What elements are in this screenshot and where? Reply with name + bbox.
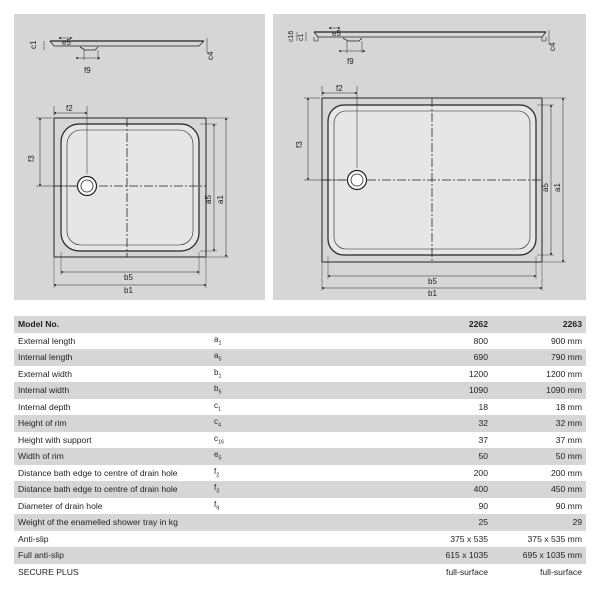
label-b5-right: b5 (428, 277, 437, 286)
row-symbol (210, 514, 296, 531)
row-symbol (210, 366, 296, 383)
row-symbol (210, 333, 296, 350)
row-value-model-2: 695 x 1035 mm (496, 547, 586, 564)
row-label: Distance bath edge to centre of drain hole (14, 481, 210, 498)
drawing-right-panel (273, 14, 586, 300)
row-symbol (210, 448, 296, 465)
row-value-model-2: 18 mm (496, 399, 586, 416)
table-row (14, 514, 586, 531)
row-value-model-2: 37 mm (496, 432, 586, 449)
row-symbol-subscript: 1 (218, 340, 222, 347)
row-value-model-2: 450 mm (496, 481, 586, 498)
row-symbol-subscript: 5 (218, 390, 222, 397)
spec-table (14, 316, 586, 580)
row-symbol-letter: f (214, 483, 217, 493)
row-symbol-letter: e (214, 450, 219, 460)
row-symbol-subscript: 3 (216, 489, 220, 496)
row-value-model-1: 25 (296, 514, 496, 531)
spec-table-body (14, 316, 586, 580)
row-symbol-letter: f (214, 499, 217, 509)
row-symbol-subscript: 1 (218, 373, 222, 380)
technical-drawings (14, 14, 586, 300)
row-label: Anti-slip (14, 531, 210, 548)
table-row (14, 333, 586, 350)
row-symbol-subscript: 5 (218, 456, 222, 463)
label-b1-left: b1 (124, 286, 133, 295)
row-symbol-letter: b (214, 367, 219, 377)
row-label: Internal length (14, 349, 210, 366)
row-value-model-1: 400 (296, 481, 496, 498)
row-symbol (210, 349, 296, 366)
label-f3-left: f3 (27, 155, 36, 162)
row-value-model-2: 790 mm (496, 349, 586, 366)
table-row (14, 415, 586, 432)
row-label: Diameter of drain hole (14, 498, 210, 515)
row-symbol-subscript: 2 (216, 472, 220, 479)
row-symbol (210, 547, 296, 564)
row-value-model-2: 50 mm (496, 448, 586, 465)
label-c4-right: c4 (548, 42, 557, 51)
row-value-model-1: 615 x 1035 (296, 547, 496, 564)
table-row (14, 448, 586, 465)
row-value-model-1: 690 (296, 349, 496, 366)
row-label: Distance bath edge to centre of drain hole (14, 465, 210, 482)
table-header-row (14, 316, 586, 333)
label-a5-right: a5 (541, 183, 550, 192)
table-row (14, 564, 586, 581)
table-row (14, 465, 586, 482)
header-model-1: 2262 (296, 316, 496, 333)
row-value-model-2: 1090 mm (496, 382, 586, 399)
label-c16-right: c16 (288, 30, 295, 42)
label-f2-right: f2 (336, 84, 343, 93)
header-model-2: 2263 (496, 316, 586, 333)
row-label: SECURE PLUS (14, 564, 210, 581)
row-symbol-subscript: 16 (218, 439, 225, 446)
label-c4-left: c4 (206, 51, 215, 60)
label-f2-left: f2 (66, 104, 73, 113)
label-a1-left: a1 (216, 195, 225, 204)
table-row (14, 481, 586, 498)
label-e5-right: e5 (332, 29, 341, 38)
row-symbol-letter: a (214, 351, 219, 361)
row-label: Full anti-slip (14, 547, 210, 564)
row-symbol-subscript: 9 (216, 505, 220, 512)
row-value-model-1: 90 (296, 498, 496, 515)
header-label: Model No. (14, 316, 210, 333)
label-b5-left: b5 (124, 273, 133, 282)
label-c1-left: c1 (29, 40, 38, 49)
row-symbol (210, 382, 296, 399)
row-symbol-letter: c (214, 417, 218, 427)
table-row (14, 531, 586, 548)
drawing-left-panel (14, 14, 265, 300)
row-value-model-1: 50 (296, 448, 496, 465)
row-label: Weight of the enamelled shower tray in kg (14, 514, 210, 531)
row-label: Width of rim (14, 448, 210, 465)
row-symbol-letter: b (214, 384, 219, 394)
row-value-model-1: 375 x 535 (296, 531, 496, 548)
row-symbol-letter: f (214, 466, 217, 476)
label-e5-left: e5 (62, 38, 71, 47)
row-value-model-1: 200 (296, 465, 496, 482)
row-value-model-2: 90 mm (496, 498, 586, 515)
row-symbol-letter: a (214, 334, 219, 344)
row-value-model-2: 29 (496, 514, 586, 531)
table-row (14, 547, 586, 564)
row-label: Height of rim (14, 415, 210, 432)
row-symbol (210, 399, 296, 416)
row-value-model-1: 37 (296, 432, 496, 449)
row-label: Height with support (14, 432, 210, 449)
row-symbol-subscript: 4 (218, 423, 222, 430)
row-symbol-subscript: 1 (218, 406, 222, 413)
row-value-model-1: 800 (296, 333, 496, 350)
row-symbol-subscript: 5 (218, 357, 222, 364)
row-symbol (210, 564, 296, 581)
label-b1-right: b1 (428, 289, 437, 298)
row-symbol-letter: c (214, 400, 218, 410)
header-symbol (210, 316, 296, 333)
row-value-model-2: 900 mm (496, 333, 586, 350)
label-a5-left: a5 (204, 195, 213, 204)
row-value-model-2: 32 mm (496, 415, 586, 432)
row-symbol (210, 531, 296, 548)
row-label: External length (14, 333, 210, 350)
row-value-model-1: 18 (296, 399, 496, 416)
row-label: Internal width (14, 382, 210, 399)
label-c1-right: c1 (298, 33, 305, 41)
table-row (14, 432, 586, 449)
table-row (14, 498, 586, 515)
table-row (14, 366, 586, 383)
label-f9-left: f9 (84, 66, 91, 75)
label-f3-right: f3 (295, 141, 304, 148)
row-value-model-2: full-surface (496, 564, 586, 581)
row-value-model-2: 200 mm (496, 465, 586, 482)
row-value-model-1: 1090 (296, 382, 496, 399)
row-symbol (210, 415, 296, 432)
label-a1-right: a1 (553, 183, 562, 192)
table-row (14, 382, 586, 399)
row-symbol-letter: c (214, 433, 218, 443)
row-symbol (210, 432, 296, 449)
row-value-model-1: 32 (296, 415, 496, 432)
label-f9-right: f9 (347, 57, 354, 66)
row-symbol (210, 498, 296, 515)
row-value-model-2: 375 x 535 mm (496, 531, 586, 548)
row-label: External width (14, 366, 210, 383)
row-value-model-1: 1200 (296, 366, 496, 383)
table-row (14, 349, 586, 366)
table-row (14, 399, 586, 416)
row-label: Internal depth (14, 399, 210, 416)
row-value-model-1: full-surface (296, 564, 496, 581)
row-symbol (210, 465, 296, 482)
row-value-model-2: 1200 mm (496, 366, 586, 383)
row-symbol (210, 481, 296, 498)
